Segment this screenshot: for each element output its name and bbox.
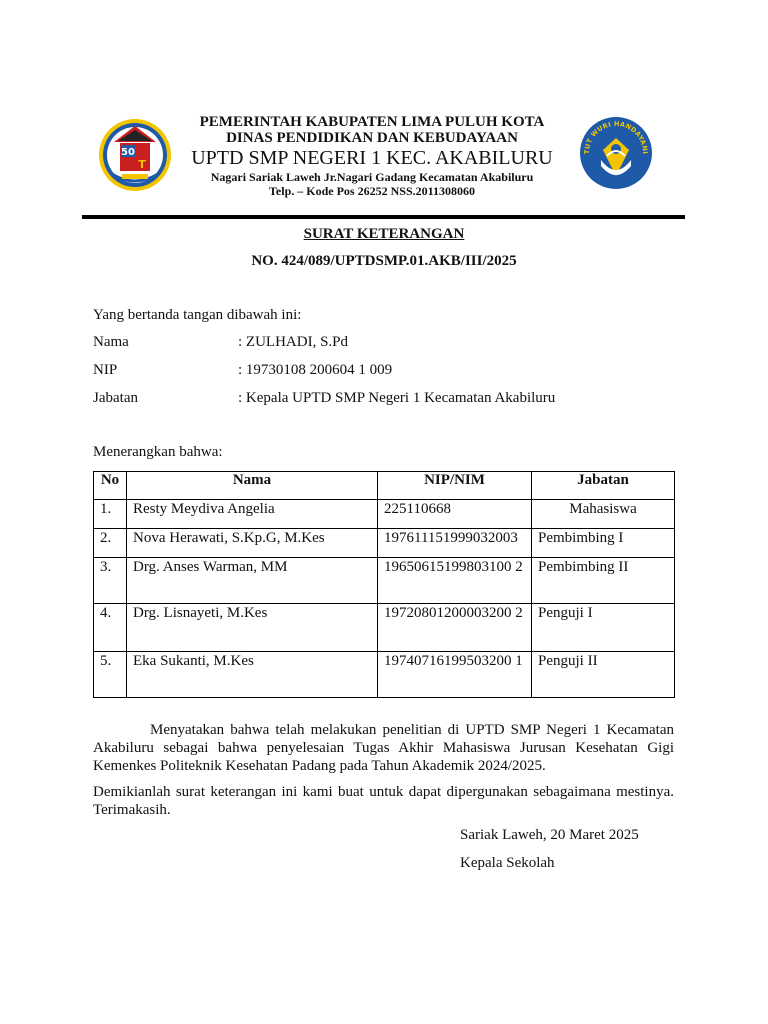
table-header-row [94, 472, 675, 500]
document-number: NO. 424/089/UPTDSMP.01.AKB/III/2025 [251, 253, 517, 269]
signer-nip-label: NIP [93, 362, 118, 378]
regency-emblem-icon [98, 116, 172, 194]
cell-jabatan: Penguji II [532, 652, 675, 698]
statement-paragraph: Menyatakan bahwa telah melakukan penelitian di UPTD SMP Negeri 1 Kecamatan Akabiluru sebagai bahwa penyelesaian Tugas Akhir Mahasiswa Jurusan Kesehatan Gigi Kemenkes Politeknik Kesehatan Padang pada Tahun Akademik 2024/2025. [93, 722, 674, 774]
closing-paragraph: Demikianlah surat keterangan ini kami buat untuk dapat dipergunakan sebagaimana mestinya. Terimakasih. [93, 784, 674, 818]
cell-no: 4. [94, 604, 127, 652]
logo-motto: TUT WURI HANDAYANI [582, 119, 650, 155]
cell-nama: Drg. Lisnayeti, M.Kes [127, 604, 378, 652]
cell-no: 2. [94, 529, 127, 558]
document-title: SURAT KETERANGAN [303, 226, 465, 242]
cell-nip: 19720801200003200 2 [378, 604, 532, 652]
cell-no: 3. [94, 558, 127, 604]
intro-text: Yang bertanda tangan dibawah ini: [93, 307, 302, 323]
declare-text: Menerangkan bahwa: [93, 444, 223, 460]
cell-jabatan: Pembimbing II [532, 558, 675, 604]
cell-nip: 19740716199503200 1 [378, 652, 532, 698]
cell-nip: 225110668 [378, 500, 532, 529]
table-row [94, 500, 675, 529]
signer-name-value: : ZULHADI, S.Pd [238, 334, 349, 350]
header-nip: NIP/NIM [378, 472, 532, 500]
cell-nip: 19650615199803100 2 [378, 558, 532, 604]
signer-position-value: : Kepala UPTD SMP Negeri 1 Kecamatan Akabiluru [238, 390, 556, 406]
logo-number: 50 [121, 147, 135, 158]
cell-jabatan: Penguji I [532, 604, 675, 652]
cell-nip: 197611151999032003 [378, 529, 532, 558]
personnel-table [93, 471, 675, 698]
letterhead-contact: Telp. – Kode Pos 26252 NSS.2011308060 [269, 184, 475, 198]
letterhead [180, 114, 564, 198]
table-row [94, 529, 675, 558]
cell-nama: Resty Meydiva Angelia [127, 500, 378, 529]
header-nama: Nama [127, 472, 378, 500]
header-jabatan: Jabatan [532, 472, 675, 500]
signer-name-label: Nama [93, 334, 129, 350]
header-no: No [94, 472, 127, 500]
cell-no: 1. [94, 500, 127, 529]
table-row [94, 558, 675, 604]
cell-nama: Eka Sukanti, M.Kes [127, 652, 378, 698]
place-date: Sariak Laweh, 20 Maret 2025 [460, 827, 639, 843]
letterhead-address: Nagari Sariak Laweh Jr.Nagari Gadang Kecamatan Akabiluru [210, 170, 534, 184]
letterhead-school: UPTD SMP NEGERI 1 KEC. AKABILURU [191, 147, 553, 169]
svg-text:T: T [138, 158, 146, 171]
letterhead-government: PEMERINTAH KABUPATEN LIMA PULUH KOTA [199, 114, 545, 130]
cell-jabatan: Mahasiswa [532, 500, 675, 529]
table-row [94, 652, 675, 698]
signer-nip-value: : 19730108 200604 1 009 [238, 362, 393, 378]
table-row [94, 604, 675, 652]
cell-jabatan: Pembimbing I [532, 529, 675, 558]
cell-nama: Drg. Anses Warman, MM [127, 558, 378, 604]
signer-position-label: Jabatan [93, 390, 138, 406]
letterhead-divider [82, 215, 685, 219]
cell-nama: Nova Herawati, S.Kp.G, M.Kes [127, 529, 378, 558]
cell-no: 5. [94, 652, 127, 698]
tut-wuri-handayani-icon [577, 116, 655, 190]
signer-title: Kepala Sekolah [460, 855, 555, 871]
letterhead-office: DINAS PENDIDIKAN DAN KEBUDAYAAN [226, 130, 518, 146]
